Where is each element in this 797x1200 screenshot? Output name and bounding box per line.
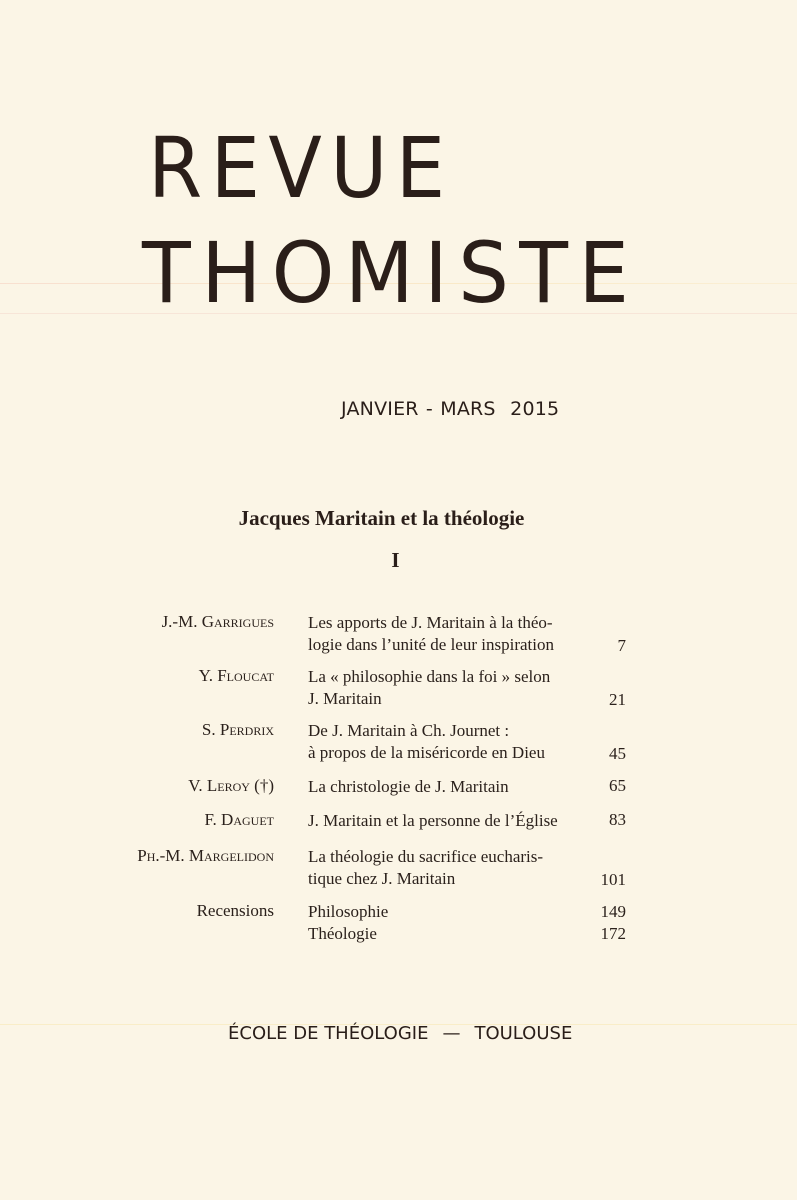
toc-title: La théologie du sacrifice eucharis- tique chez J. Maritain <box>308 847 544 888</box>
toc-title: La « philosophie dans la foi » selon J. Maritain <box>308 667 551 708</box>
toc-page: 65 <box>609 776 626 795</box>
theme-title: Jacques Maritain et la théologie <box>238 506 525 530</box>
toc-author: Y. Floucat <box>198 666 274 685</box>
toc-author: V. Leroy (†) <box>188 776 274 795</box>
toc-page: 83 <box>609 810 626 829</box>
publisher-city: TOULOUSE <box>474 1023 573 1044</box>
toc-page: 149 172 <box>600 902 626 943</box>
toc-title: Philosophie Théologie <box>308 902 389 943</box>
toc-title: Les apports de J. Maritain à la théo- logie dans l’unité de leur inspiration <box>308 613 554 654</box>
toc-page: 101 <box>600 870 626 889</box>
toc-author: F. Daguet <box>204 810 274 829</box>
toc-author: Ph.-M. Margelidon <box>137 846 274 865</box>
toc-author: S. Perdrix <box>201 720 274 739</box>
toc-section-label: Recensions <box>196 901 274 920</box>
journal-title-line2: THOMISTE <box>142 224 640 322</box>
toc-title: De J. Maritain à Ch. Journet : à propos de la miséricorde en Dieu <box>308 721 545 762</box>
issue-date: JANVIER - MARS 2015 <box>341 398 560 420</box>
publisher-name: ÉCOLE DE THÉOLOGIE <box>228 1023 429 1044</box>
publisher-line <box>228 1023 572 1044</box>
journal-title-line1: REVUE <box>148 119 454 217</box>
toc-title: J. Maritain et la personne de l’Église <box>308 811 558 830</box>
toc-page: 45 <box>609 744 626 763</box>
separator: — <box>442 1023 461 1044</box>
toc-title: La christologie de J. Maritain <box>308 777 509 796</box>
toc-page: 21 <box>609 690 626 709</box>
toc-page: 7 <box>617 636 626 655</box>
theme-volume: I <box>391 548 400 572</box>
toc-author: J.-M. Garrigues <box>161 612 274 631</box>
